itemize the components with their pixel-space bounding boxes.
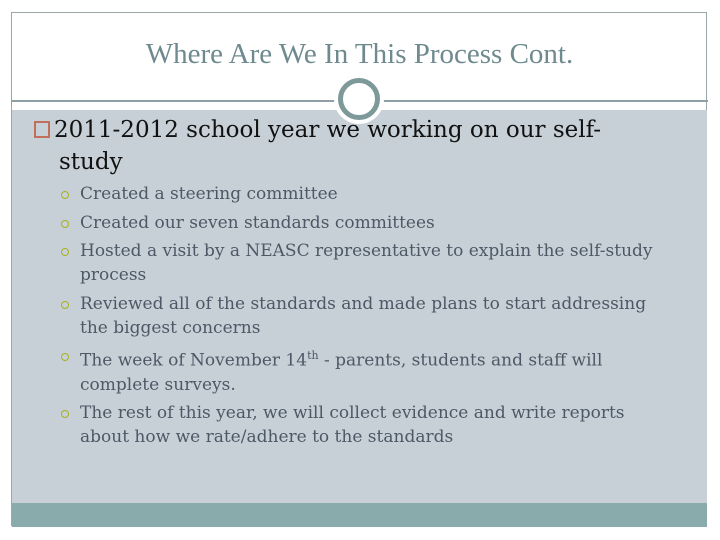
- list-item: [58, 239, 678, 287]
- footer-bar: [12, 503, 707, 527]
- item-text: The rest of this year, we will collect evidence and write reports about how we rate/adhere to the standards: [80, 403, 625, 448]
- main-bullet-line1: 2011-2012 school year we working on our self-: [54, 117, 602, 143]
- list-item: [58, 292, 678, 340]
- list-item: [58, 211, 678, 235]
- circle-bullet-icon: [61, 220, 69, 228]
- slide-title: Where Are We In This Process Cont.: [145, 38, 574, 70]
- circle-bullet-icon: [61, 353, 69, 361]
- circle-bullet-icon: [61, 191, 69, 199]
- list-item: [58, 401, 678, 449]
- main-bullet: [34, 114, 674, 178]
- list-item: [58, 344, 678, 397]
- item-text: The week of November 14: [80, 350, 308, 371]
- superscript: th: [307, 349, 319, 362]
- circle-bullet-icon: [61, 410, 69, 418]
- item-text: Reviewed all of the standards and made plans to start addressing the biggest concerns: [80, 293, 647, 338]
- sub-bullet-list: [58, 182, 678, 454]
- main-bullet-line2: study: [59, 149, 123, 175]
- list-item: [58, 182, 678, 206]
- item-text: Created our seven standards committees: [80, 212, 435, 233]
- item-text: - parents, students and staff will complete surveys.: [80, 350, 603, 395]
- circle-bullet-icon: [61, 301, 69, 309]
- item-text: Created a steering committee: [80, 184, 338, 204]
- square-bullet-icon: [34, 121, 50, 138]
- item-text: Hosted a visit by a NEASC representative to explain the self-study process: [80, 241, 653, 285]
- circle-bullet-icon: [61, 248, 69, 256]
